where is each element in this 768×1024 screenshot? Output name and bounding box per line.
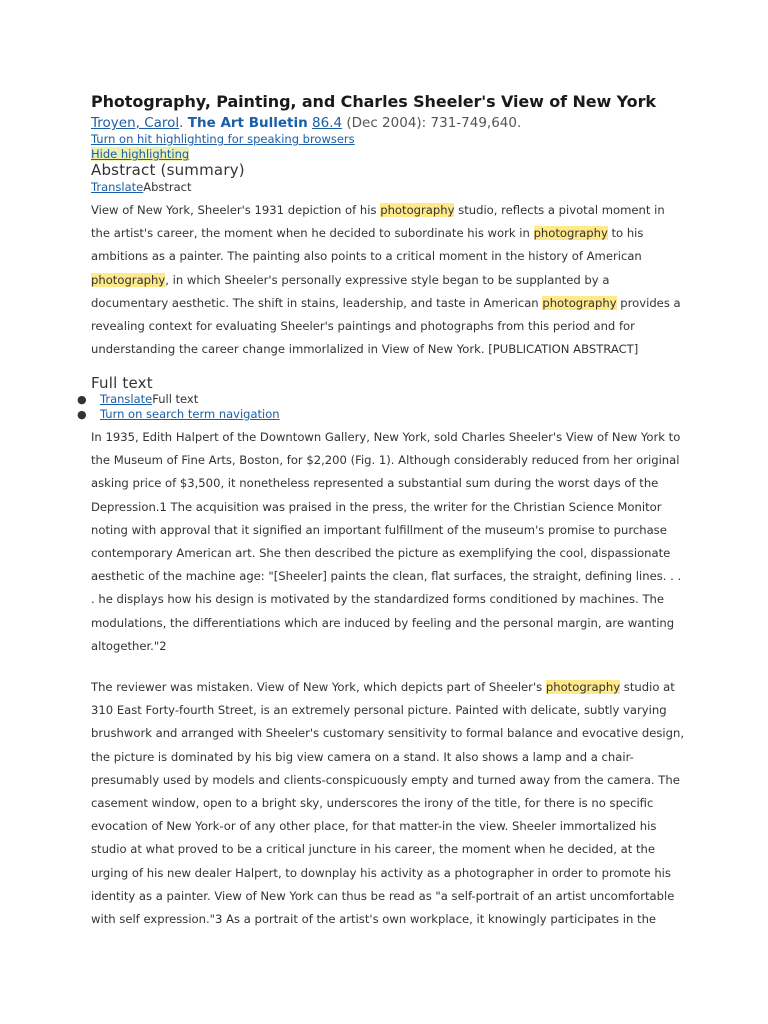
search-term-highlight: photography [533,226,608,241]
fulltext-link-list [77,392,280,422]
abstract-label: Abstract [143,180,192,194]
abstract-text-part: studio, reflects a pivotal moment in the artist's career, the moment when he decided to subordinate his work in [91,203,665,241]
fulltext-paragraph-2 [91,676,687,931]
search-term-navigation-link[interactable]: Turn on search term navigation [100,407,280,421]
search-term-highlight: photography [542,295,617,310]
list-item [77,392,280,407]
bullet-icon: ● [77,393,87,406]
author-separator: . [179,115,184,131]
fulltext-text-part: The reviewer was mistaken. View of New York, which depicts part of Sheeler's [91,680,546,694]
abstract-text-part: View of New York, Sheeler's 1931 depiction of his [91,203,381,217]
translate-abstract-link[interactable]: Translate [91,180,144,194]
abstract-text [91,199,687,361]
fulltext-heading: Full text [91,374,153,392]
abstract-heading: Abstract (summary) [91,161,245,179]
search-term-highlight: photography [380,203,455,217]
abstract-text-part: , in which Sheeler's personally expressive style began to be supplanted by a documentary aesthetic. The shift in stains, leadership, and taste in American [91,272,610,310]
bullet-icon: ● [77,408,87,421]
abstract-text-part: to his ambitions as a painter. The painting also points to a critical moment in the history of American [91,226,644,264]
abstract-translate-row [91,180,192,194]
citation-line [91,115,521,131]
fulltext-paragraph-1: In 1935, Edith Halpert of the Downtown Gallery, New York, sold Charles Sheeler's View of New York to the Museum of Fine Arts, Boston, for $2,200 (Fig. 1). Although considerably reduced from her original asking price of $3,500, it nonetheless represented a substantial sum during the worst days of the Depression.1 The acquisition was praised in the press, the writer for the Christian Science Monitor noting with approval that it signified an important fulfillment of the museum's promise to purchase contemporary American art. She then described the picture as exemplifying the cool, dispassionate aesthetic of the machine age: "[Sheeler] paints the clean, flat surfaces, the straight, defining lines. . . . he displays how his design is motivated by the standardized forms conditioned by machines. The modulations, the differentiations which are induced by feeling and the personal margin, are wanting altogether."2 [91,430,682,653]
list-item [77,407,280,422]
translate-fulltext-link[interactable]: Translate [100,392,153,406]
hit-highlighting-link[interactable]: Turn on hit highlighting for speaking browsers [91,132,355,146]
fulltext-label: Full text [152,392,199,406]
author-link[interactable]: Troyen, Carol [91,115,180,131]
issue-details: (Dec 2004): 731-749,640. [346,115,522,131]
abstract-text-part: provides a revealing context for evaluating Sheeler's paintings and photographs from this period and for understanding the career change immorlalized in View of New York. [PUBLICATION ABSTRACT] [91,295,681,357]
journal-name: The Art Bulletin [187,115,308,131]
article-title: Photography, Painting, and Charles Sheeler's View of New York [91,92,656,111]
volume-link[interactable]: 86.4 [312,115,343,131]
search-term-highlight: photography [545,680,621,694]
hide-highlighting-link[interactable]: Hide highlighting [91,147,190,161]
search-term-highlight: photography [91,272,166,287]
fulltext-text-part: studio at 310 East Forty-fourth Street, is an extremely personal picture. Painted with delicate, subtly varying brushwork and arranged with Sheeler's customary sensitivity to formal balance and evocative design, the picture is dominated by his big view camera on a stand. It also shows a lamp and a chair-presumably used by models and clients-conspicuously empty and turned away from the camera. The casement window, open to a bright sky, underscores the irony of the title, for there is no specific evocation of New York-or of any other place, for that matter-in the view. Sheeler immortalized his studio at what proved to be a critical juncture in his career, the moment when he decided, at the urging of his new dealer Halpert, to downplay his activity as a photographer in order to promote his identity as a painter. View of New York can thus be read as "a self-portrait of an artist uncomfortable with self expression."3 As a portrait of the artist's own workplace, it knowingly participates in the [91,680,685,927]
